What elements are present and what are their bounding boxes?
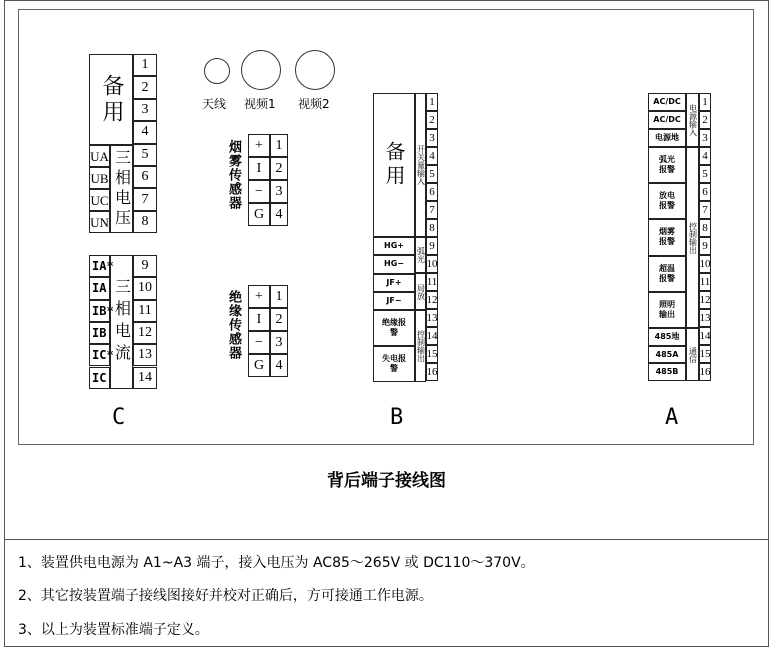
block-a-terminal-number: 1	[699, 93, 711, 111]
block-b-terminal-number: 3	[426, 129, 438, 147]
block-c-terminal-number: 4	[133, 121, 157, 143]
block-a-comm-row: 485A	[648, 346, 686, 364]
insulation-sensor-terminal-number: 1	[270, 285, 288, 308]
block-b-arc-group: 弧光	[415, 237, 426, 273]
block-c-terminal-number: 3	[133, 99, 157, 121]
block-a-alarm-row: 照明输出	[648, 292, 686, 328]
block-b-terminal-number: 4	[426, 147, 438, 165]
smoke-sensor-signal: +	[248, 134, 270, 157]
block-a-terminal-number: 3	[699, 129, 711, 147]
insulation-sensor-terminal-number: 3	[270, 331, 288, 354]
block-b-terminal-number: 7	[426, 201, 438, 219]
block-a-alarm-row: 放电报警	[648, 183, 686, 219]
block-a-terminal-number: 16	[699, 363, 711, 381]
insulation-sensor-signal: G	[248, 354, 270, 377]
block-a-terminal-number: 11	[699, 273, 711, 291]
block-c-letter: C	[112, 405, 126, 430]
block-b-terminal-number: 15	[426, 345, 438, 363]
block-a-terminal-number: 4	[699, 147, 711, 165]
block-b-discharge-group: 局放	[415, 273, 426, 310]
block-a-control-group: 控制输出	[686, 147, 699, 328]
block-b-control-group: 控制输出	[415, 310, 426, 382]
block-c-spare-label: 备用	[89, 54, 133, 145]
block-b-signal-row: JF−	[373, 292, 415, 310]
block-c-voltage-input: UB	[89, 167, 110, 189]
block-a-comm-row: 485B	[648, 363, 686, 381]
smoke-sensor-signal: I	[248, 157, 270, 180]
block-a-terminal-number: 14	[699, 327, 711, 345]
video2-port-icon	[295, 50, 335, 90]
block-a-terminal-number: 5	[699, 165, 711, 183]
insulation-sensor-signal: −	[248, 331, 270, 354]
block-a-power-row: AC/DC	[648, 111, 686, 129]
block-b-letter: B	[390, 405, 404, 430]
block-b-terminal-number: 12	[426, 291, 438, 309]
block-a-terminal-number: 12	[699, 291, 711, 309]
insulation-sensor-terminal-number: 2	[270, 308, 288, 331]
smoke-sensor-terminal-number: 3	[270, 180, 288, 203]
diagram-title: 背后端子接线图	[327, 471, 446, 491]
block-c-terminal-number: 5	[133, 144, 157, 166]
block-c-terminal-number: 7	[133, 188, 157, 210]
block-c-voltage-input: UA	[89, 145, 110, 167]
block-a-terminal-number: 9	[699, 237, 711, 255]
block-b-terminal-number: 11	[426, 273, 438, 291]
block-a-alarm-row: 烟雾报警	[648, 219, 686, 255]
block-a-alarm-row: 弧光报警	[648, 147, 686, 183]
note-3: 3、以上为装置标准端子定义。	[18, 622, 209, 638]
block-c-terminal-number: 11	[133, 300, 157, 322]
video1-label: 视频1	[244, 97, 276, 111]
block-a-terminal-number: 6	[699, 183, 711, 201]
notes-divider	[4, 539, 769, 540]
block-b-terminal-number: 1	[426, 93, 438, 111]
block-a-terminal-number: 10	[699, 255, 711, 273]
smoke-sensor-terminal-number: 4	[270, 203, 288, 226]
video1-port-icon	[241, 50, 281, 90]
block-b-signal-row: HG−	[373, 255, 415, 273]
antenna-port-icon	[204, 58, 230, 84]
block-a-terminal-number: 15	[699, 345, 711, 363]
block-a-comm-row: 485地	[648, 328, 686, 346]
block-a-comm-group: 通信	[686, 328, 699, 381]
block-c-terminal-number: 1	[133, 54, 157, 76]
block-a-alarm-row: 超温报警	[648, 256, 686, 292]
block-b-signal-row: HG+	[373, 237, 415, 255]
block-b-terminal-number: 5	[426, 165, 438, 183]
block-b-terminal-number: 6	[426, 183, 438, 201]
block-b-terminal-number: 14	[426, 327, 438, 345]
block-c-voltage-group: 三相电压	[110, 145, 133, 233]
smoke-sensor-label: 烟雾传感器	[226, 140, 241, 210]
block-c-current-input: IB	[89, 322, 110, 344]
block-b-switch-input-group: 开关量输入	[415, 93, 426, 237]
smoke-sensor-signal: −	[248, 180, 270, 203]
block-a-terminal-number: 7	[699, 201, 711, 219]
smoke-sensor-terminal-number: 1	[270, 134, 288, 157]
note-2: 2、其它按装置端子接线图接好并校对正确后，方可接通工作电源。	[18, 588, 433, 604]
smoke-sensor-terminal-number: 2	[270, 157, 288, 180]
block-c-current-group: 三相电流	[110, 255, 133, 389]
block-b-alarm-row: 失电报警	[373, 346, 415, 382]
block-c-voltage-input: UC	[89, 189, 110, 211]
block-c-voltage-input: UN	[89, 211, 110, 233]
block-b-terminal-number: 16	[426, 363, 438, 381]
block-a-power-group: 电源输入	[686, 93, 699, 147]
block-c-current-input: IC	[89, 367, 110, 389]
block-c-terminal-number: 2	[133, 76, 157, 98]
block-b-terminal-number: 10	[426, 255, 438, 273]
block-b-spare-label: 备用	[373, 93, 415, 237]
block-a-power-row: AC/DC	[648, 93, 686, 111]
block-a-terminal-number: 2	[699, 111, 711, 129]
block-c-current-input: IC*	[89, 344, 110, 366]
antenna-label: 天线	[202, 97, 227, 111]
note-1: 1、装置供电电源为 A1~A3 端子，接入电压为 AC85～265V 或 DC110～370V。	[18, 555, 535, 571]
insulation-sensor-label: 绝缘传感器	[226, 290, 241, 360]
block-c-terminal-number: 9	[133, 255, 157, 277]
block-c-terminal-number: 12	[133, 322, 157, 344]
block-a-terminal-number: 13	[699, 309, 711, 327]
block-a-letter: A	[665, 405, 679, 430]
block-c-terminal-number: 8	[133, 211, 157, 233]
block-b-terminal-number: 8	[426, 219, 438, 237]
block-a-power-row: 电源地	[648, 129, 686, 147]
insulation-sensor-signal: +	[248, 285, 270, 308]
block-c-terminal-number: 6	[133, 166, 157, 188]
block-b-alarm-row: 绝缘报警	[373, 310, 415, 346]
insulation-sensor-signal: I	[248, 308, 270, 331]
block-b-signal-row: JF+	[373, 274, 415, 292]
smoke-sensor-signal: G	[248, 203, 270, 226]
block-c-current-input: IB*	[89, 300, 110, 322]
block-c-terminal-number: 10	[133, 277, 157, 299]
block-c-current-input: IA*	[89, 255, 110, 277]
insulation-sensor-terminal-number: 4	[270, 354, 288, 377]
block-b-terminal-number: 9	[426, 237, 438, 255]
block-c-terminal-number: 14	[133, 367, 157, 389]
block-c-current-input: IA	[89, 277, 110, 299]
video2-label: 视频2	[298, 97, 330, 111]
block-b-terminal-number: 13	[426, 309, 438, 327]
block-a-terminal-number: 8	[699, 219, 711, 237]
block-c-terminal-number: 13	[133, 344, 157, 366]
block-b-terminal-number: 2	[426, 111, 438, 129]
